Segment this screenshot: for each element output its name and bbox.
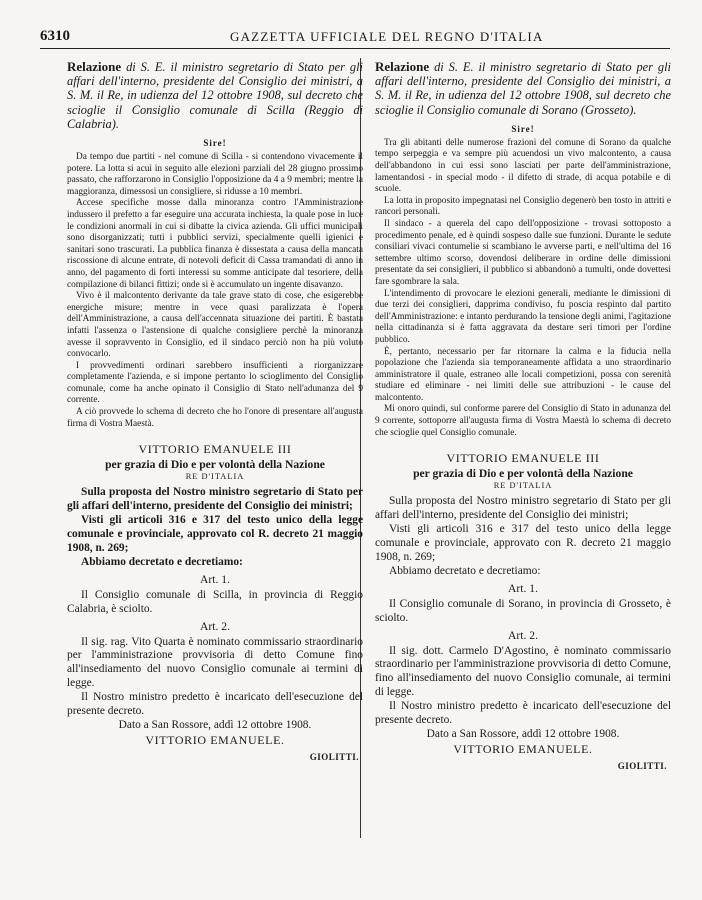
decree-abbiamo: Abbiamo decretato e decretiamo: [389, 564, 541, 577]
report-paragraph: La lotta in proposito impegnatasi nel Consiglio degenerò ben tosto in attriti e rancori personali. [375, 195, 671, 218]
article-2-heading: Art. 2. [508, 628, 538, 642]
right-column [375, 60, 671, 771]
left-column [67, 60, 363, 762]
royal-signature: VITTORIO EMANUELE. [453, 741, 593, 756]
re-ditalia: RE D'ITALIA [493, 481, 553, 491]
decree-abbiamo: Abbiamo decretato e decretiamo: [81, 555, 243, 568]
countersignature: GIOLITTI. [617, 760, 667, 771]
grazia-line: per grazia di Dio e per volontà della Nazione [105, 458, 325, 472]
decree-proposta: Sulla proposta del Nostro ministro segretario di Stato per gli affari dell'interno, presidente del Consiglio dei ministri; [67, 486, 363, 513]
article-1-heading: Art. 1. [508, 581, 538, 595]
decree-body [67, 486, 363, 719]
report-paragraph: Da tempo due partiti - nel comune di Scilla - si contendono vivacemente il potere. La lotta si acuì in seguito alle elezioni parziali del 28 giugno prossimo passato, che rafforzarono in Consiglio l'opposizione da 4 a 9 membri; mentre la maggioranza, dimessosi un consigliere, si ridusse a 10 membri. [67, 152, 363, 197]
report-paragraph: L'intendimento di provocare le elezioni generali, mediante le dimissioni di due terzi dei consiglieri, dapprima condiviso, fu poscia respinto dal partito dell'Amministrazione: e intanto perdurando la tensione degli animi, l'agitazione nella cittadinanza si è fatta aggravata da destare seri timori per l'ordine pubblico. [375, 288, 671, 345]
decree-visti: Visti gli articoli 316 e 317 del testo unico della legge comunale e provinciale, approvato col R. decreto 21 maggio 1908, n. 269; [67, 514, 363, 554]
report-paragraph: Il sindaco - a querela del capo dell'opposizione - trovasi sottoposto a procedimento penale, ed è quindi sospeso dalle sue funzioni. Durante le sedute consiliari vivaci contumelie si scambiano le avverse parti, e nell'ultima del 16 settembre ultimo scorso, dovendosi deliberare in ordine delle dimissioni presentate da sei consiglieri, il pubblico si abbandonò a tumulti, onde dovettesi fare sgombrare la sala. [375, 218, 671, 287]
decree-proposta: Sulla proposta del Nostro ministro segretario di Stato per gli affari dell'interno, presidente del Consiglio dei ministri; [375, 495, 671, 522]
article-1-text: Il Consiglio comunale di Scilla, in provincia di Reggio Calabria, è sciolto. [67, 588, 363, 615]
relazione-heading [375, 60, 671, 119]
relazione-text: di S. E. il ministro segretario di Stato per gli affari dell'interno, presidente del Consiglio dei ministri, a S. M. il Re, in udienza del 12 ottobre 1908, sul decreto che scioglie il Consiglio comunale di Scilla (Reggio di Calabria). [67, 60, 363, 131]
countersignature: GIOLITTI. [309, 751, 359, 762]
king-name: VITTORIO EMANUELE III [138, 442, 292, 457]
decree-incaricato: Il Nostro ministro predetto è incaricato dell'esecuzione del presente decreto. [67, 691, 363, 718]
decree-incaricato: Il Nostro ministro predetto è incaricato dell'esecuzione del presente decreto. [375, 700, 671, 727]
article-2-text: Il sig. dott. Carmelo D'Agostino, è nominato commissario straordinario per l'amministrazione provvisoria di detto Comune, fino all'insediamento del nuovo Consiglio comunale, ai termini di legge. [375, 644, 671, 699]
report-paragraph: Accese specifiche mosse dalla minoranza contro l'Amministrazione indussero il prefetto a far eseguire una accurata inchiesta, la quale pose in luce le condizioni anormali in cui si dibatte la civica azienda. Gli uffici municipali sono disorganizzati; tutti i pubblici servizi, specialmente quelli igienici e sanitari sono trascurati. La pubblica finanza è dissestata a causa della mancata riscossione di alcune entrate, di notevoli deficit di Cassa tramandati di anno in anno, del pagamento di forti interessi su somme anticipate dal tesoriere, della compilazione di bilanci fittizi; onde si è accumulato un ingente disavanzo. [67, 198, 363, 290]
relazione-text: di S. E. il ministro segretario di Stato per gli affari dell'interno, presidente del Consiglio dei ministri, a S. M. il Re, in udienza del 12 ottobre 1908, sul decreto che scioglie il Consiglio comunale di Sorano (Grosseto). [375, 60, 671, 117]
relazione-lead: Relazione [67, 59, 122, 74]
sire-salutation: Sire! [203, 138, 227, 149]
grazia-line: per grazia di Dio e per volontà della Nazione [413, 467, 633, 481]
report-paragraph: Vivo è il malcontento derivante da tale grave stato di cose, che esigerebbe energiche misure; mentre in vece quasi paralizzata è l'opera dell'Amministrazione, a causa dell'accennata situazione dei partiti. È bastata infatti l'assenza o l'astensione di qualche consigliere perchè la minoranza avesse il sopravvento in Consiglio, ed il sindaco perciò non ha più voluto convocarlo. [67, 291, 363, 360]
report-paragraph: Tra gli abitanti delle numerose frazioni del comune di Sorano da qualche tempo serpeggia e va sempre più acuendosi un vivo malcontento, a causa dell'abbandono in cui essi sono lasciati per parte dell'amministrazione, lamentandosi - in special modo - il difetto di strade, di acqua potabile e di scuole. [375, 137, 671, 195]
report-paragraph: I provvedimenti ordinari sarebbero insufficienti a riorganizzare completamente l'azienda, e si impone pertanto lo scioglimento del Consiglio comunale, come ha anche opinato il Consiglio di Stato nell'adunanza del 9 corrente. [67, 360, 363, 406]
re-ditalia: RE D'ITALIA [185, 472, 245, 482]
relazione-lead: Relazione [375, 59, 430, 74]
decree-date: Dato a San Rossore, addì 12 ottobre 1908. [426, 727, 620, 740]
sire-salutation: Sire! [511, 123, 535, 134]
page-header [40, 26, 670, 49]
royal-signature: VITTORIO EMANUELE. [145, 732, 285, 747]
report-body [67, 152, 363, 430]
gazette-title: GAZZETTA UFFICIALE DEL REGNO D'ITALIA [230, 29, 544, 44]
report-paragraph: È, pertanto, necessario per far ritornare la calma e la fiducia nella popolazione che l'azienda sia temporaneamente affidata a uno straordinario amministratore il quale, estraneo alle locali competizioni, possa con serenità studiare ed eliminare - nei limiti delle sue attribuzioni - le cause del malcontento. [375, 346, 671, 403]
king-name: VITTORIO EMANUELE III [446, 451, 600, 466]
report-body [375, 138, 671, 439]
article-1-text: Il Consiglio comunale di Sorano, in provincia di Grosseto, è sciolto. [375, 597, 671, 624]
report-paragraph: A ciò provvede lo schema di decreto che ho l'onore di presentare all'augusta firma di Vostra Maestà. [67, 407, 363, 429]
report-paragraph: Mi onoro quindi, sul conforme parere del Consiglio di Stato in adunanza del 9 corrente, sottoporre all'augusta firma di Vostra Maestà lo schema di decreto che scioglie quel Consiglio comunale. [375, 404, 671, 438]
decree-visti: Visti gli articoli 316 e 317 del testo unico della legge comunale e provinciale, approvato con R. decreto 21 maggio 1908, n. 269; [375, 523, 671, 563]
decree-body [375, 495, 671, 728]
article-2-heading: Art. 2. [200, 619, 230, 633]
relazione-heading [67, 60, 363, 133]
article-1-heading: Art. 1. [200, 572, 230, 586]
article-2-text: Il sig. rag. Vito Quarta è nominato commissario straordinario per l'amministrazione provvisoria di detto Comune fino all'insediamento del nuovo Consiglio comunale ai termini di legge. [67, 635, 363, 690]
page-number: 6310 [40, 28, 70, 44]
decree-date: Dato a San Rossore, addì 12 ottobre 1908. [118, 718, 312, 731]
